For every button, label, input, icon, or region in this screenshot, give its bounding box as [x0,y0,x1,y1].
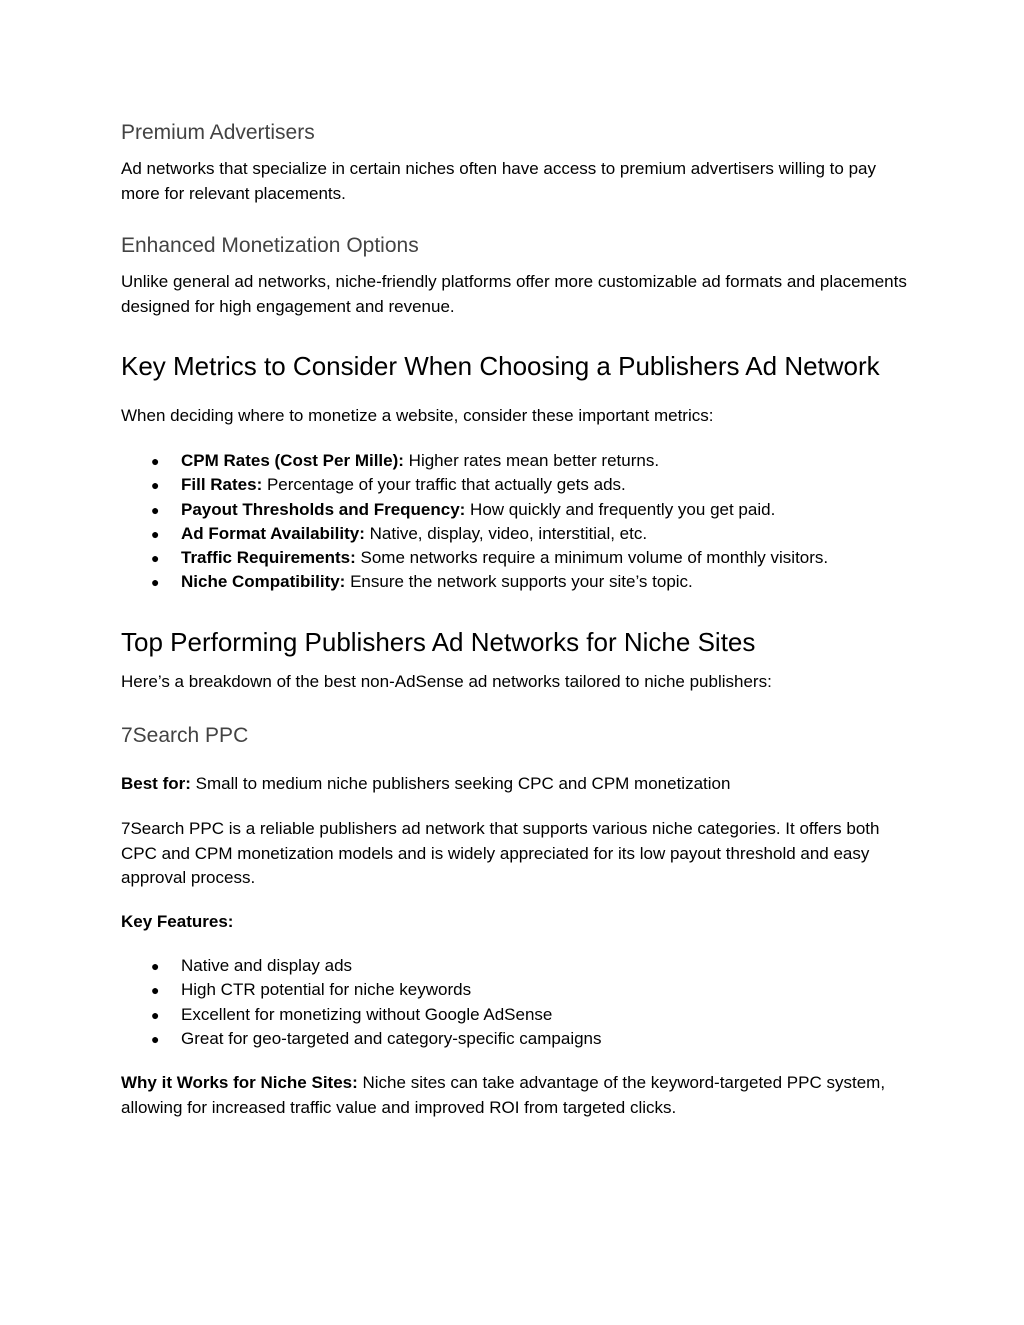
heading-enhanced-monetization: Enhanced Monetization Options [121,234,419,257]
list-item-label: CPM Rates (Cost Per Mille): [181,451,404,470]
list-item [121,546,911,570]
best-for-text: Small to medium niche publishers seeking CPC and CPM monetization [190,774,731,793]
heading-key-metrics: Key Metrics to Consider When Choosing a Publishers Ad Network [121,351,880,381]
list-item-text: High CTR potential for niche keywords [181,980,472,1000]
list-item-label: Traffic Requirements: [181,548,356,568]
list-item-label: Niche Compatibility: [181,572,346,592]
list-item [121,522,911,546]
heading-premium-advertisers: Premium Advertisers [121,121,315,144]
list-item-label: Payout Thresholds and Frequency: [181,499,466,519]
list-item-text: Percentage of your traffic that actually gets ads. [262,475,626,495]
paragraph-enhanced-monetization: Unlike general ad networks, niche-friendly platforms offer more customizable ad formats and placements designed for high engagement and revenue. [121,272,907,316]
why-label: Why it Works for Niche Sites: [121,1073,358,1092]
bullet-icon: ● [151,453,160,469]
list-item-text: Ensure the network supports your site’s topic. [345,572,693,592]
paragraph-why-it-works [121,1071,911,1120]
best-for-label: Best for: [121,774,191,793]
list-item [121,1003,911,1027]
paragraph-7search-description: 7Search PPC is a reliable publishers ad network that supports various niche categories. It offers both CPC and CPM monetization models and is widely appreciated for its low payout threshold and easy approval process. [121,819,880,887]
list-item-label: Fill Rates: [181,475,263,495]
metrics-list [121,449,911,595]
list-item-text: Great for geo-targeted and category-specific campaigns [181,1028,602,1048]
bullet-icon: ● [151,477,160,494]
list-item [121,1027,911,1051]
why-text: Niche sites can take advantage of the keyword-targeted PPC system, allowing for increased traffic value and improved ROI from targeted clicks. [121,1073,886,1117]
list-item [121,449,911,473]
bullet-icon: ● [151,550,160,567]
heading-top-performing: Top Performing Publishers Ad Networks for Niche Sites [121,627,756,657]
paragraph-premium-advertisers: Ad networks that specialize in certain niches often have access to premium advertisers willing to pay more for relevant placements. [121,159,876,203]
list-item [121,570,911,594]
list-item [121,473,911,497]
list-item-label: Ad Format Availability: [181,523,365,543]
bullet-icon: ● [151,982,160,999]
heading-7search-ppc: 7Search PPC [121,724,249,747]
list-item-text: Excellent for monetizing without Google AdSense [181,1004,553,1024]
paragraph-metrics-intro: When deciding where to monetize a website, consider these important metrics: [121,406,714,425]
list-item-text: Native and display ads [181,956,353,975]
list-item-text: How quickly and frequently you get paid. [465,499,776,519]
list-item [121,978,911,1002]
list-item-text: Some networks require a minimum volume of monthly visitors. [355,548,829,568]
key-features-list [121,954,911,1051]
list-item [121,954,911,978]
paragraph-top-intro: Here’s a breakdown of the best non-AdSense ad networks tailored to niche publishers: [121,672,772,691]
key-features-label: Key Features: [121,912,234,931]
bullet-icon: ● [151,525,160,542]
list-item [121,498,911,522]
bullet-icon: ● [151,574,160,591]
list-item-text: Native, display, video, interstitial, etc. [364,523,648,543]
bullet-icon: ● [151,1030,160,1047]
bullet-icon: ● [151,1006,160,1023]
paragraph-best-for [121,772,911,797]
bullet-icon: ● [151,501,160,518]
list-item-text: Higher rates mean better returns. [403,451,660,470]
bullet-icon: ● [151,958,160,974]
